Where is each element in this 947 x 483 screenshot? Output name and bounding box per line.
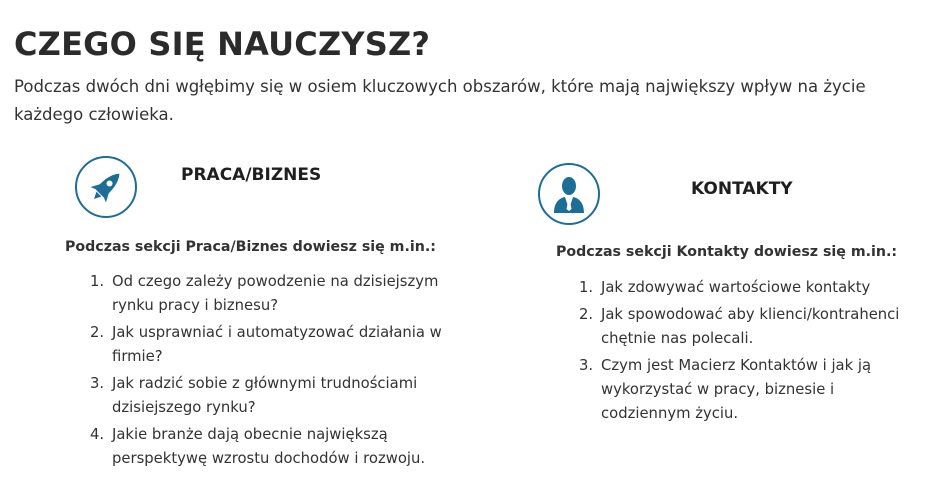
list-item: 2. Jak usprawniać i automatyzować działania w firmie? [90, 324, 442, 365]
list-item: 2. Jak spowodować aby klienci/kontrahenci chętnie nas polecali. [579, 306, 900, 347]
page-title: CZEGO SIĘ NAUCZYSZ? [14, 25, 431, 63]
section-intro-praca-biznes: Podczas sekcji Praca/Biznes dowiesz się m.in.: [65, 239, 436, 255]
rocket-icon [75, 156, 137, 218]
businessman-icon [538, 163, 600, 225]
section-intro-kontakty: Podczas sekcji Kontakty dowiesz się m.in.: [556, 244, 898, 260]
list-item: 3. Czym jest Macierz Kontaktów i jak ją wykorzystać w pracy, biznesie i codziennym życiu. [579, 357, 872, 422]
list-item: 4. Jakie branże dają obecnie największą perspektywę wzrostu dochodów i rozwoju. [90, 426, 426, 467]
list-praca-biznes [90, 270, 450, 474]
page-intro: Podczas dwóch dni wgłębimy się w osiem kluczowych obszarów, które mają największy wpływ na życie każdego człowieka. [14, 77, 866, 124]
list-kontakty [579, 276, 919, 429]
list-item: 3. Jak radzić sobie z głównymi trudnościami dzisiejszego rynku? [90, 375, 418, 416]
list-item: 1. Jak zdowywać wartościowe kontakty [579, 279, 871, 296]
list-item: 1. Od czego zależy powodzenie na dzisiejszym rynku pracy i biznesu? [90, 273, 439, 314]
section-title-praca-biznes: PRACA/BIZNES [181, 165, 322, 185]
section-title-kontakty: KONTAKTY [691, 179, 793, 199]
